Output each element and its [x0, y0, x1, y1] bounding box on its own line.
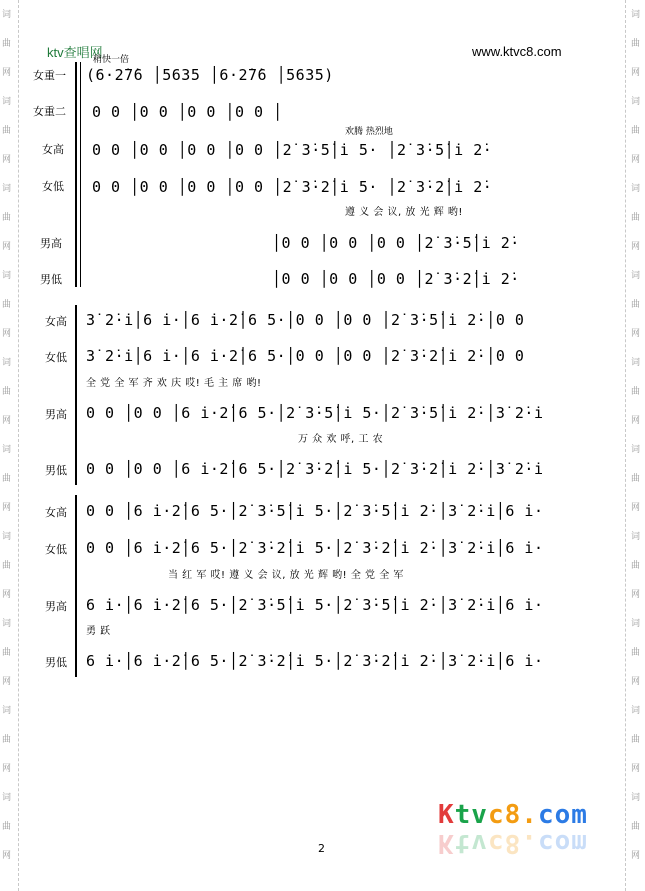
- watermark-glyph: 曲: [631, 39, 641, 49]
- staff-line: 0 0 │0 0 │0 0 │0 0 │2̇ 3̇·5̇│i̇ 5· │2̇ 3̇·5̇│i̇ 2̇·: [92, 141, 493, 159]
- watermark-glyph: 词: [2, 793, 12, 803]
- watermark-glyph: 词: [631, 358, 641, 368]
- system-3-brace: [75, 495, 77, 677]
- watermark-glyph: 词: [631, 532, 641, 542]
- lyric-line: 万 众 欢 呼, 工 农: [298, 434, 384, 445]
- watermark-glyph: 网: [631, 242, 641, 252]
- watermark-glyph: 曲: [631, 735, 641, 745]
- staff-line: 0 0 │6 i̇·2̇│6 5·│2̇ 3̇·2̇│i̇ 5·│2̇ 3̇·2̇│i̇ 2̇·│3̇ 2̇·i̇│6 i̇·: [86, 539, 544, 557]
- watermark-glyph: 词: [631, 184, 641, 194]
- staff-line: │0 0 │0 0 │0 0 │2̇ 3̇·2̇│i̇ 2̇·: [272, 270, 520, 288]
- watermark-glyph: 网: [2, 503, 12, 513]
- left-margin-line: [18, 0, 19, 891]
- system-1-bar-line: [80, 62, 81, 287]
- part-label: 男高: [40, 237, 62, 250]
- staff-line: 6 i̇·│6 i̇·2̇│6 5·│2̇ 3̇·5̇│i̇ 5·│2̇ 3̇·5̇│i̇ 2̇·│3̇ 2̇·i̇│6 i̇·: [86, 596, 544, 614]
- watermark-glyph: 词: [2, 706, 12, 716]
- site-brand: ktv查唱网: [47, 45, 103, 60]
- part-label: 女低: [45, 351, 67, 364]
- lyric-line: 遵 义 会 议, 放 光 辉 哟!: [345, 207, 463, 218]
- staff-line: 6 i̇·│6 i̇·2̇│6 5·│2̇ 3̇·2̇│i̇ 5·│2̇ 3̇·2̇│i̇ 2̇·│3̇ 2̇·i̇│6 i̇·: [86, 652, 544, 670]
- part-label: 女低: [42, 180, 64, 193]
- watermark-glyph: 词: [2, 445, 12, 455]
- watermark-glyph: 词: [631, 10, 641, 20]
- watermark-glyph: 词: [2, 97, 12, 107]
- watermark-glyph: 曲: [631, 822, 641, 832]
- watermark-glyph: 曲: [631, 126, 641, 136]
- watermark-glyph: 曲: [631, 474, 641, 484]
- watermark-glyph: 曲: [2, 474, 12, 484]
- tempo-marking: 稍快一倍: [93, 55, 130, 65]
- system-1-brace: [75, 62, 77, 287]
- watermark-glyph: 网: [2, 677, 12, 687]
- watermark-glyph: 曲: [2, 735, 12, 745]
- watermark-glyph: 曲: [2, 822, 12, 832]
- watermark-glyph: 词: [631, 271, 641, 281]
- right-margin-line: [625, 0, 626, 891]
- part-label: 女低: [45, 543, 67, 556]
- watermark-glyph: 网: [631, 590, 641, 600]
- staff-line: 3̇ 2̇·i̇│6 i̇·│6 i̇·2̇│6 5·│0 0 │0 0 │2̇ 3̇·5̇│i̇ 2̇·│0 0: [86, 311, 525, 329]
- part-label: 男低: [40, 273, 62, 286]
- watermark-glyph: 词: [2, 10, 12, 20]
- watermark-glyph: 曲: [2, 648, 12, 658]
- watermark-glyph: 词: [631, 706, 641, 716]
- part-label: 男低: [45, 464, 67, 477]
- watermark-glyph: 词: [2, 271, 12, 281]
- watermark-glyph: 网: [631, 851, 641, 861]
- watermark-glyph: 网: [2, 590, 12, 600]
- watermark-glyph: 词: [631, 97, 641, 107]
- watermark-glyph: 网: [2, 242, 12, 252]
- ktvc8-logo-reflection: Ktvc8.com: [438, 828, 588, 858]
- part-label: 男高: [45, 600, 67, 613]
- part-label: 男低: [45, 656, 67, 669]
- part-label: 女高: [45, 315, 67, 328]
- part-label: 男高: [45, 408, 67, 421]
- watermark-glyph: 词: [631, 619, 641, 629]
- watermark-glyph: 网: [631, 155, 641, 165]
- page-number: 2: [318, 842, 325, 855]
- staff-line: 3̇ 2̇·i̇│6 i̇·│6 i̇·2̇│6 5·│0 0 │0 0 │2̇ 3̇·2̇│i̇ 2̇·│0 0: [86, 347, 525, 365]
- watermark-glyph: 网: [631, 503, 641, 513]
- watermark-glyph: 网: [631, 764, 641, 774]
- staff-line: 0 0 │0 0 │0 0 │0 0 │2̇ 3̇·2̇│i̇ 5· │2̇ 3̇·2̇│i̇ 2̇·: [92, 178, 493, 196]
- watermark-glyph: 网: [631, 416, 641, 426]
- watermark-glyph: 网: [631, 329, 641, 339]
- watermark-glyph: 网: [2, 68, 12, 78]
- part-label: 女高: [42, 143, 64, 156]
- watermark-glyph: 网: [2, 764, 12, 774]
- watermark-glyph: 曲: [2, 39, 12, 49]
- watermark-glyph: 词: [631, 793, 641, 803]
- watermark-glyph: 曲: [2, 387, 12, 397]
- watermark-glyph: 曲: [631, 387, 641, 397]
- staff-line: 0 0 │0 0 │6 i̇·2̇│6 5·│2̇ 3̇·5̇│i̇ 5·│2̇ 3̇·5̇│i̇ 2̇·│3̇ 2̇·i̇: [86, 404, 544, 422]
- system-2-brace: [75, 305, 77, 485]
- watermark-glyph: 词: [2, 619, 12, 629]
- lyric-line: 勇 跃: [86, 626, 111, 637]
- watermark-glyph: 网: [2, 851, 12, 861]
- staff-line: 0 0 │0 0 │6 i̇·2̇│6 5·│2̇ 3̇·2̇│i̇ 5·│2̇ 3̇·2̇│i̇ 2̇·│3̇ 2̇·i̇: [86, 460, 544, 478]
- watermark-glyph: 曲: [2, 561, 12, 571]
- watermark-glyph: 曲: [2, 126, 12, 136]
- site-url: www.ktvc8.com: [472, 44, 562, 59]
- watermark-glyph: 曲: [2, 213, 12, 223]
- watermark-glyph: 曲: [2, 300, 12, 310]
- watermark-glyph: 词: [2, 184, 12, 194]
- watermark-glyph: 曲: [631, 213, 641, 223]
- watermark-glyph: 词: [2, 532, 12, 542]
- part-label: 女重一: [33, 69, 66, 82]
- watermark-glyph: 网: [2, 155, 12, 165]
- staff-line: │0 0 │0 0 │0 0 │2̇ 3̇·5̇│i̇ 2̇·: [272, 234, 520, 252]
- lyric-line: 全 党 全 军 齐 欢 庆 哎! 毛 主 席 哟!: [86, 378, 262, 389]
- part-label: 女高: [45, 506, 67, 519]
- staff-line: 0 0 │6 i̇·2̇│6 5·│2̇ 3̇·5̇│i̇ 5·│2̇ 3̇·5̇│i̇ 2̇·│3̇ 2̇·i̇│6 i̇·: [86, 502, 544, 520]
- watermark-glyph: 曲: [631, 300, 641, 310]
- watermark-glyph: 词: [2, 358, 12, 368]
- staff-line: (6·2̇7̇6 │5635 │6·2̇7̇6 │5635): [86, 66, 334, 84]
- expression-marking: 欢腾 热烈地: [345, 127, 393, 137]
- ktvc8-logo: Ktvc8.com: [438, 800, 588, 830]
- watermark-glyph: 网: [631, 68, 641, 78]
- staff-line: 0 0 │0 0 │0 0 │0 0 │: [92, 103, 283, 121]
- watermark-glyph: 网: [2, 416, 12, 426]
- watermark-glyph: 网: [631, 677, 641, 687]
- watermark-glyph: 曲: [631, 561, 641, 571]
- watermark-glyph: 网: [2, 329, 12, 339]
- watermark-glyph: 词: [631, 445, 641, 455]
- watermark-glyph: 曲: [631, 648, 641, 658]
- lyric-line: 当 红 军 哎! 遵 义 会 议, 放 光 辉 哟! 全 党 全 军: [168, 570, 404, 581]
- part-label: 女重二: [33, 105, 66, 118]
